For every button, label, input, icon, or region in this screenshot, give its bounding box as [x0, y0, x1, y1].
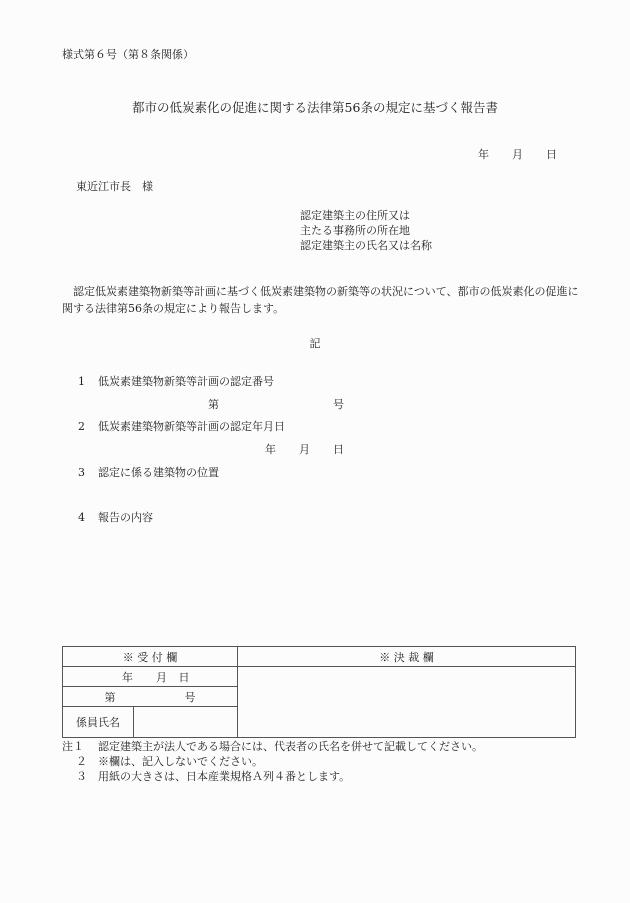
- item-label: 低炭素建築物新築等計画の認定年月日: [98, 420, 285, 433]
- date-year: 年: [122, 670, 133, 684]
- item-report-content: [78, 511, 153, 525]
- note-text: 用紙の大きさは、日本産業規格Ａ列４番とします。: [98, 770, 351, 783]
- date-day: 日: [546, 148, 557, 161]
- note-number: 注１: [62, 740, 84, 753]
- applicant-office-label: 主たる事務所の所在地: [300, 224, 410, 237]
- staff-name-field[interactable]: [134, 707, 238, 738]
- number-suffix: 号: [333, 398, 344, 411]
- note-3: [62, 769, 483, 784]
- form-number-label: 様式第６号（第８条関係）: [62, 48, 194, 61]
- note-1: [62, 739, 483, 754]
- date-month: 月: [299, 443, 310, 456]
- item-number: 4: [78, 511, 85, 524]
- number-prefix: 第: [104, 690, 116, 704]
- report-body-text: [62, 283, 582, 317]
- note-number: ３: [76, 770, 87, 783]
- item-certification-date: [78, 420, 285, 434]
- date-year: 年: [265, 443, 276, 456]
- item-label: 認定に係る建築物の位置: [98, 466, 219, 479]
- body-text-content: 認定低炭素建築物新築等計画に基づく低炭素建築物の新築等の状況について、都市の低炭素化の促進に関する法律第56条の規定により報告します。: [62, 285, 579, 315]
- certification-number-field: [208, 398, 344, 412]
- notes-block: [62, 739, 483, 784]
- number-suffix: 号: [184, 690, 196, 704]
- receipt-column-header: ※ 受 付 欄: [63, 647, 238, 667]
- item-building-location: [78, 466, 219, 480]
- item-label: 報告の内容: [98, 511, 153, 524]
- note-number: ２: [76, 755, 87, 768]
- date-year: 年: [478, 148, 489, 161]
- ki-heading: 記: [309, 337, 321, 350]
- note-text: 認定建築主が法人である場合には、代表者の氏名を併せて記載してください。: [98, 740, 483, 753]
- date-day: 日: [333, 443, 344, 456]
- date-month: 月: [156, 670, 167, 684]
- applicant-name-label: 認定建築主の氏名又は名称: [300, 239, 432, 252]
- note-text: ※欄は、記入しないでください。: [98, 755, 263, 768]
- item-number: 3: [78, 466, 85, 479]
- certification-date-field: [265, 443, 344, 457]
- date-month: 月: [512, 148, 523, 161]
- document-title: 都市の低炭素化の促進に関する法律第56条の規定に基づく報告書: [132, 100, 498, 115]
- item-number: 2: [78, 420, 85, 433]
- report-date: [478, 148, 557, 162]
- addressee: 東近江市長 様: [76, 180, 153, 193]
- decision-area[interactable]: [238, 667, 576, 738]
- item-number: 1: [78, 375, 85, 388]
- number-prefix: 第: [208, 398, 219, 411]
- applicant-block: [300, 208, 432, 253]
- item-label: 低炭素建築物新築等計画の認定番号: [98, 375, 274, 388]
- receipt-decision-table: [62, 646, 576, 738]
- decision-column-header: ※ 決 裁 欄: [238, 647, 576, 667]
- staff-name-label: 係員氏名: [63, 707, 134, 738]
- receipt-date-cell[interactable]: [63, 667, 238, 687]
- note-2: [62, 754, 483, 769]
- applicant-address-label: 認定建築主の住所又は: [300, 209, 410, 222]
- item-certification-number: [78, 375, 274, 389]
- date-day: 日: [178, 670, 190, 684]
- receipt-number-cell[interactable]: [63, 687, 238, 707]
